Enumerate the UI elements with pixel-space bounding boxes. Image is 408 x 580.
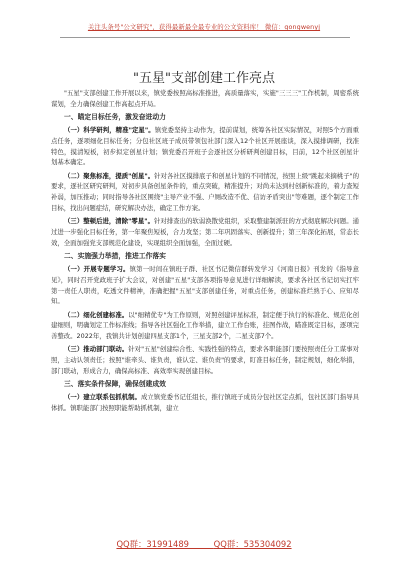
item-text: 成立镇党委书记任组长，推行镇班子成员分包社区定点抓，包社区部门指导具体抓。镇职能部门按照职能帮助抓机制，建立: [51, 393, 360, 412]
header-divider: [60, 37, 350, 38]
section-item: [51, 344, 359, 376]
item-text: 以"细精优专"为工作原则，对照创建评星标准，制定便于执行的标准化、规范化创建细则，明确划定工作标准线；指导各社区强化工作举措，建立工作台账，挂图作战，瞄准既定目标，逐项完善整改。2022年，我镇共计划创建四星支部1个，三星支部2个，二星支部7个。: [51, 310, 359, 341]
item-lead: （三）整顿后进，清除"零星"。: [64, 217, 154, 226]
section-item: [51, 216, 359, 248]
header-banner[interactable]: 关注头条号"公文研究"，获得最新最全最专业的公文资料库！ 微信：gongwenyj: [87, 23, 321, 31]
section-item: [51, 310, 359, 342]
item-lead: （二）细化创建标准。: [64, 310, 129, 319]
footer-contacts: [0, 538, 408, 550]
item-lead: （二）聚焦标准，提质"创星"。: [64, 171, 155, 180]
item-text: 针对"五星"创建综合性、实践性强的特点，要求各职能部门要按照责任分工谋事对照，主动认领责任；按照"谁牵头、谁负责，谁认定、谁负责"的要求，盯准目标任务，制定规划，细化举措，部门联动，形成合力，确保高标准、高效率实现创建目标。: [51, 345, 359, 375]
footer-qq-group-2[interactable]: QQ群：535304092: [213, 539, 292, 549]
section-item: [51, 392, 359, 414]
item-text: 镇党委坚持主动作为，提前谋划，统筹各社区实际情况，对照5个方面重点任务，逐项细化目标任务；分包社区班子成员带领包社部门深入12个社区开展座谈，深入摸排调研，找准特色，摸清短板，初步拟定创星计划；镇党委召开班子会逐社区分析研判创建目标，目前，12个社区创星计划基本确定。: [51, 125, 359, 167]
section-item: [51, 264, 359, 307]
section-heading: 三、落实条件保障，确保创建成效: [64, 380, 166, 389]
item-lead: （一）开展专题学习。: [64, 264, 130, 273]
section-item: [51, 125, 359, 168]
document-title: "五星"支部创建工作亮点: [133, 71, 275, 86]
document-body: [51, 88, 359, 416]
section-heading: 二、实施强力举措，推进工作落实: [64, 251, 166, 260]
item-lead: （三）推动部门联动。: [64, 345, 129, 354]
item-text: 针对排查出的软弱涣散党组织，采取整建制派驻的方式彻底解决问题。通过进一步强化目标任务，第一年聚焦短板，合力攻坚；第二年巩固落实、创新提升；第三年深化拓展，常态长效，全面加强党支部规范化建设，实现组织全面加强，全面过硬。: [51, 217, 359, 247]
section-heading: 一、瞄定目标任务，激发奋进动力: [64, 112, 166, 121]
section-item: [51, 171, 359, 214]
item-text: 针对各社区摸排底子和创星计划的不同情况，按照上级"跳起来摘桃子"的要求，逐社区研究研判，对初步具备创星条件的，重点突破，精准提升；对尚未达到村创新标准的，着力查短补弱，加压推动；同时指导各社区围绕"主导产业不强、户厕改造不优、信访矛盾突出"等难题，逐个制定工作目标，找出问题症结，研究解决办法，确定工作方案。: [51, 171, 359, 212]
intro-paragraph: "五星"支部创建工作开展以来，镇党委按照高标准推进，高质量落实，实施"三三三"工作机制，周密系统谋划，全力确保创建工作高起点开局。: [51, 89, 359, 108]
item-lead: （一）科学研判，精准"定星"。: [64, 125, 155, 134]
item-lead: （一）建立联系包抓机制。: [64, 393, 141, 402]
footer-qq-group-1[interactable]: QQ群：31991489: [116, 539, 189, 549]
item-text: 镇第一时间在镇班子群、社区书记微信群转发学习《河南日报》刊发的《指导意见》，同时召开党政班子扩大会议，对创建"五星"支部各项指导意见进行详细解读，要求各社区书记切实扛牢第一责任人职责，吃透文件精神，准确把握"五星"支部创建任务，对重点任务，创建标准烂熟于心、应知尽知。: [51, 264, 359, 306]
